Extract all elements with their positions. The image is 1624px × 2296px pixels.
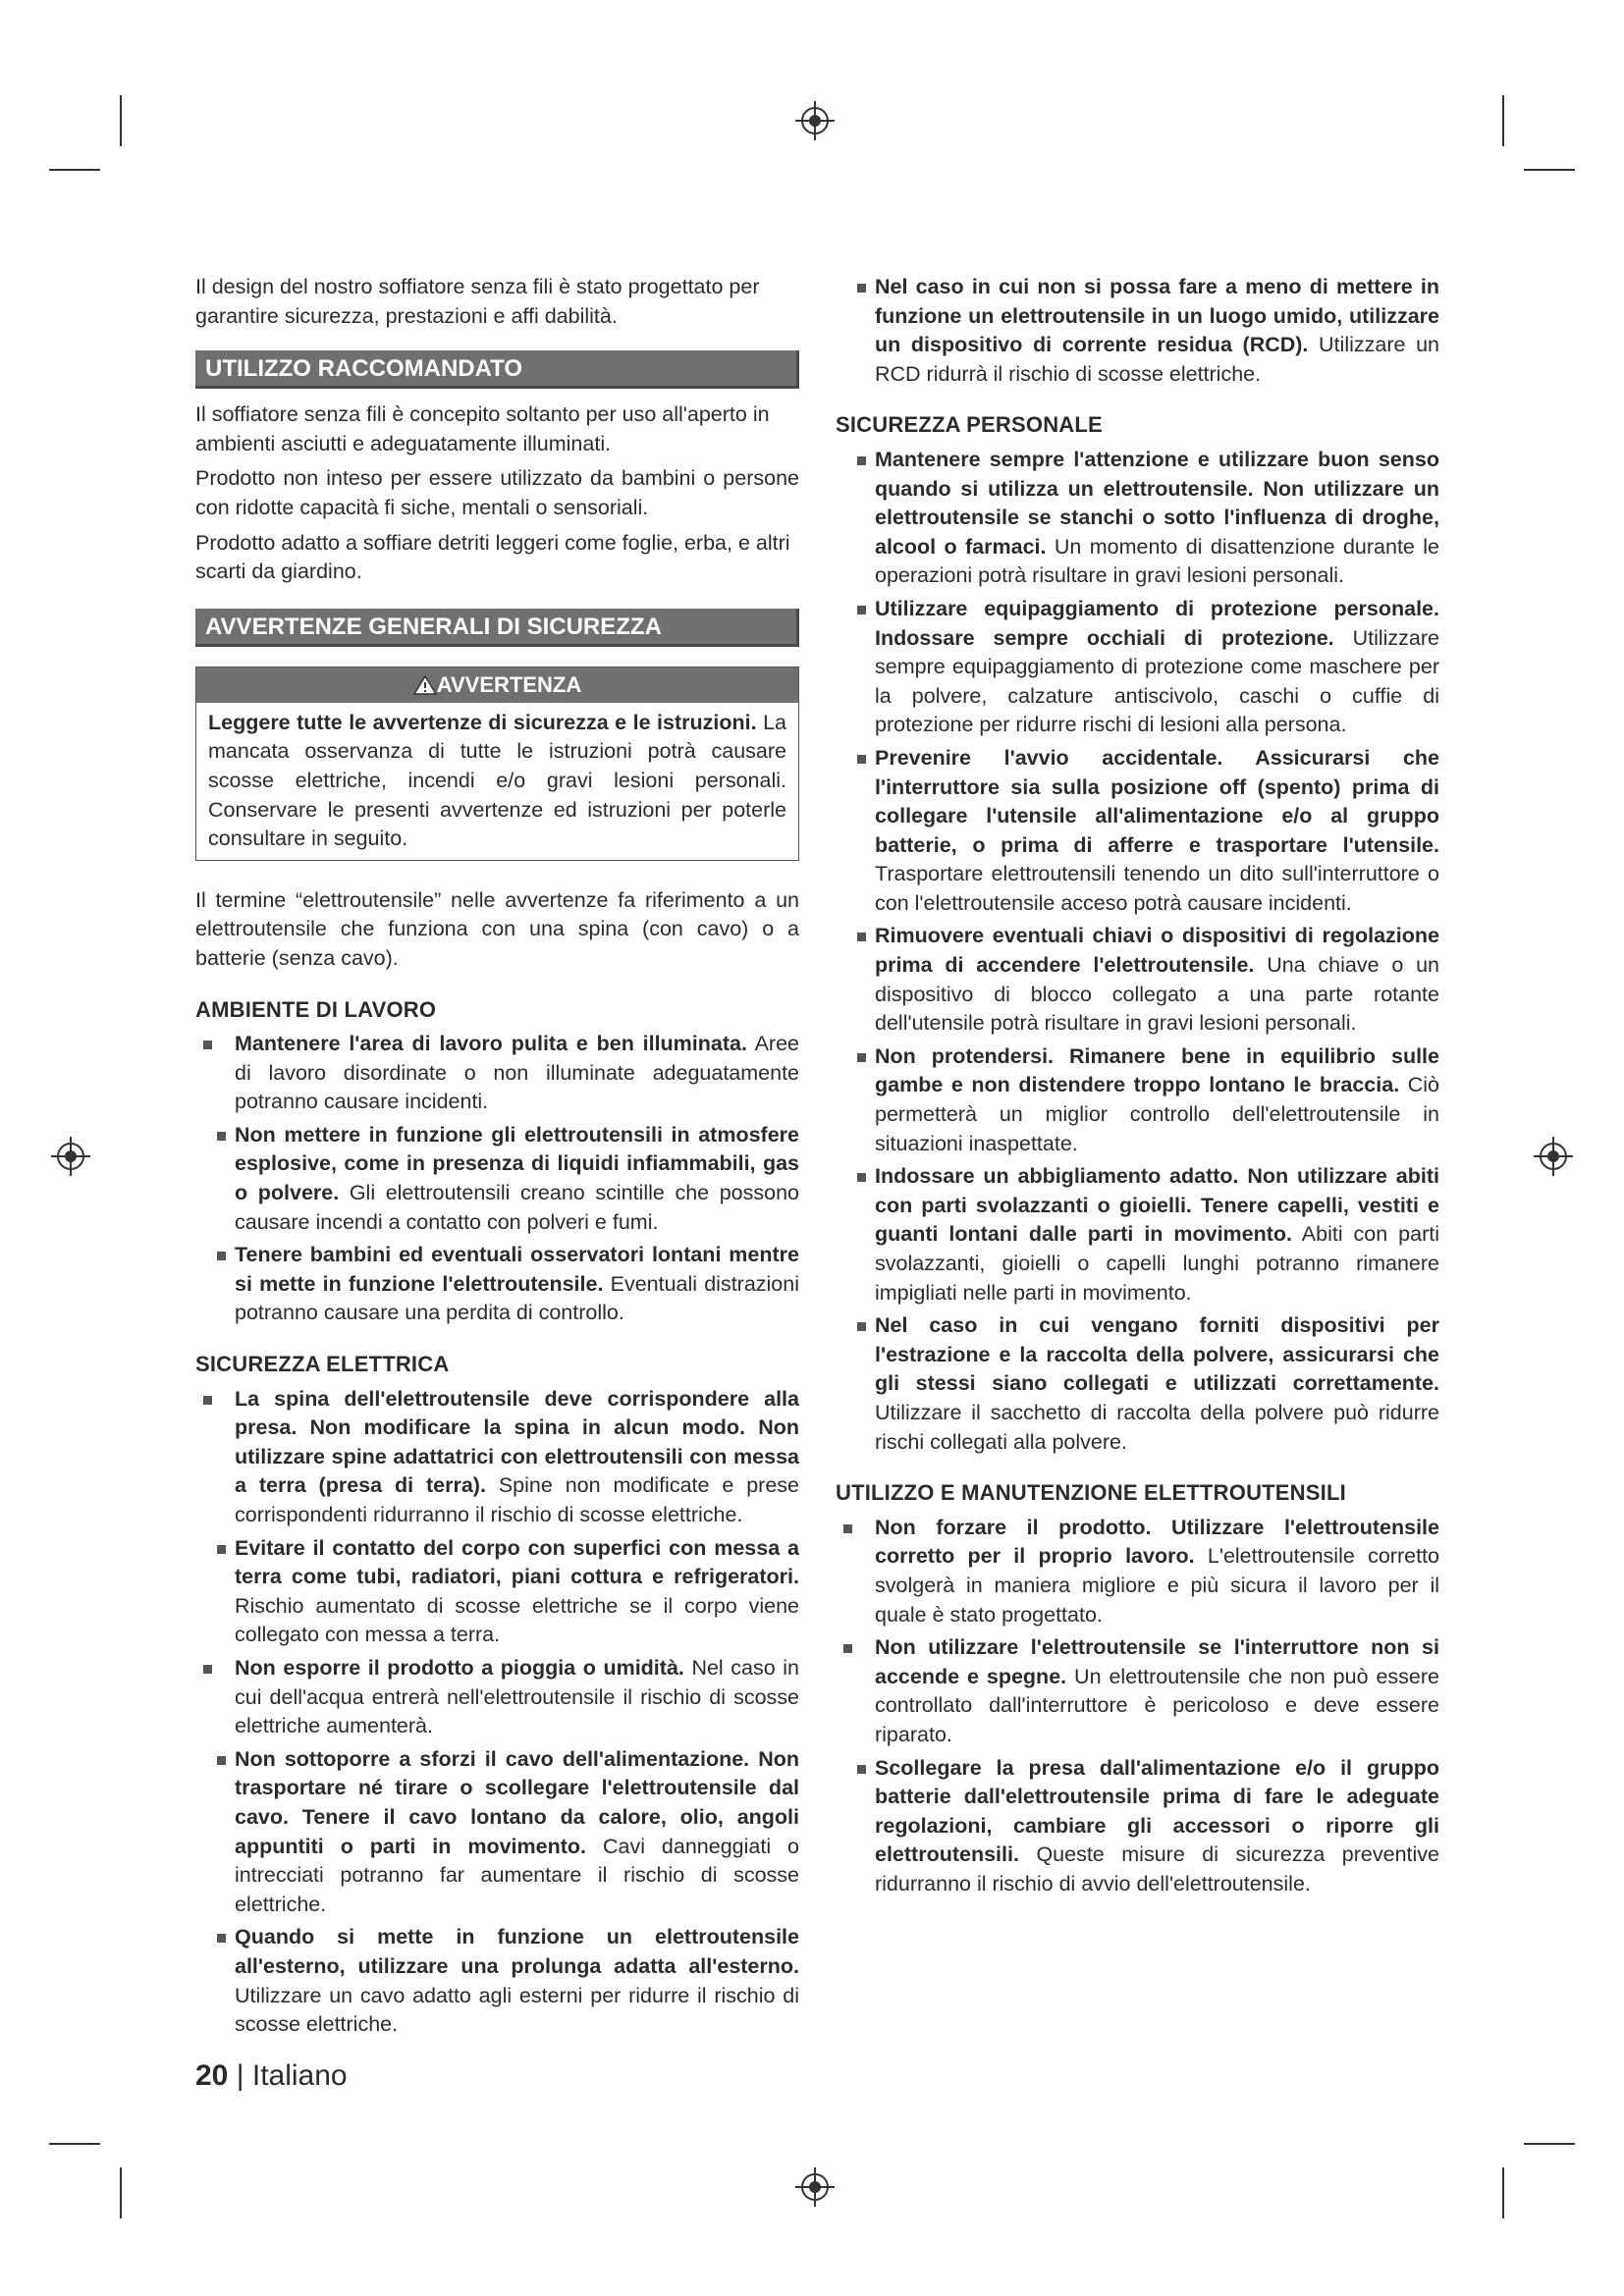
crop-mark — [1524, 2143, 1575, 2145]
item-text: Abiti con parti svolazzanti, gioielli o capelli lunghi potranno rimanere impigliati nelle parti in movimento. — [875, 1222, 1439, 1305]
subheading-electrical: SICUREZZA ELETTRICA — [195, 1352, 450, 1377]
item-lead: Non protendersi. Rimanere bene in equilibrio sulle gambe e non distendere troppo lontano le braccia. — [875, 1043, 1439, 1097]
item-text: Utilizzare sempre equipaggiamento di protezione come maschere per la polvere, calzature antiscivolo, caschi o cuffie di protezione per ridurre rischi di lesioni alla persona. — [875, 625, 1439, 737]
item-text: Cavi danneggiati o intrecciati potranno far aumentare il rischio di scosse elettriche. — [235, 1834, 799, 1916]
bullet-square-icon — [217, 1252, 226, 1260]
term-note: Il termine “elettroutensile” nelle avvertenze fa riferimento a un elettroutensile che funziona con una spina (con cavo) o a batterie (senza cavo). — [195, 887, 799, 970]
subheading-work-area: AMBIENTE DI LAVORO — [195, 996, 437, 1022]
item-lead: Mantenere sempre l'attenzione e utilizzare buon senso quando si utilizza un elettroutensile. Non utilizzare un elettroutensile se stanchi o sotto l'influenza di droghe, alcool o farmaci. — [875, 447, 1439, 559]
item-lead: Scollegare la presa dall'alimentazione e/o il gruppo batterie dall'elettroutensile prima di fare le adeguate regolazioni, cambiare gli accessori o riporre gli elettroutensili. — [875, 1755, 1439, 1867]
list-item — [195, 1241, 799, 1328]
item-text: Un momento di disattenzione durante le operazioni potrà risultare in gravi lesioni personali. — [875, 534, 1439, 588]
crop-mark — [1524, 169, 1575, 171]
item-text: Ciò permetterà un miglior controllo dell'elettroutensile in situazioni inaspettate. — [875, 1073, 1439, 1155]
item-text: Utilizzare il sacchetto di raccolta della polvere può ridurre rischi collegati alla polvere. — [875, 1400, 1439, 1454]
warning-lead: Leggere tutte le avvertenze di sicurezza e le istruzioni. — [208, 710, 757, 734]
item-lead: Evitare il contatto del corpo con superfici con messa a terra come tubi, radiatori, piani cottura e refrigeratori. — [235, 1535, 799, 1589]
list-item — [195, 1030, 799, 1117]
bullet-square-icon — [843, 1644, 852, 1653]
list-item — [195, 1923, 799, 2039]
subheading-use-care: UTILIZZO E MANUTENZIONE ELETTROUTENSILI — [836, 1480, 1346, 1506]
item-lead: Quando si mette in funzione un elettroutensile all'esterno, utilizzare una prolunga adatta all'esterno. — [235, 1925, 799, 1978]
item-text: Una chiave o un dispositivo di blocco collegato a una parte rotante dell'utensile potrà risultare in gravi lesioni personali. — [875, 953, 1440, 1036]
warning-title: AVVERTENZA — [436, 671, 582, 697]
bullet-square-icon — [857, 606, 866, 614]
warning-triangle-icon — [413, 675, 437, 695]
item-lead: Indossare un abbigliamento adatto. Non utilizzare abiti con parti svolazzanti o gioielli. Tenere capelli, vestiti e guanti lontani dalle parti in movimento. — [875, 1164, 1439, 1247]
item-text: Spine non modificate e prese corrispondenti ridurranno il rischio di scosse elettriche. — [235, 1473, 799, 1526]
item-lead: Nel caso in cui vengano forniti dispositivi per l'estrazione e la raccolta della polvere, assicurarsi che gli stessi siano collegati e utilizzati correttamente. — [875, 1313, 1439, 1396]
bullet-square-icon — [857, 1053, 866, 1062]
warning-text: La mancata osservanza di tutte le istruzioni potrà causare scosse elettriche, incendi e/o gravi lesioni personali. Conservare le presenti avvertenze ed istruzioni per poterle consultare in seguito. — [208, 710, 787, 851]
item-text: Queste misure di sicurezza preventive ridurranno il rischio di avvio dell'elettroutensile. — [875, 1842, 1439, 1896]
bullet-square-icon — [857, 933, 866, 941]
recommended-paragraph: Il soffiatore senza fili è concepito soltanto per uso all'aperto in ambienti asciutti e adeguatamente illuminati. — [195, 402, 770, 455]
section-title-general: AVVERTENZE GENERALI DI SICUREZZA — [195, 609, 799, 647]
item-lead: Prevenire l'avvio accidentale. Assicurarsi che l'interruttore sia sulla posizione off (spento) prima di collegare l'utensile all'alimentazione e/o al gruppo batterie, o prima di afferre e trasportare l'utensile. — [875, 745, 1439, 857]
item-text: L'elettroutensile corretto svolgerà in maniera migliore e più sicura il lavoro per il quale è stato progettato. — [875, 1544, 1439, 1627]
warning-header — [196, 667, 798, 703]
list-item — [836, 1042, 1439, 1158]
footer-language: Italiano — [251, 2059, 348, 2092]
item-lead: Utilizzare equipaggiamento di protezione personale. Indossare sempre occhiali di protezione. — [875, 596, 1439, 650]
item-lead: Non utilizzare l'elettroutensile se l'interruttore non si accende e spegne. — [875, 1635, 1439, 1688]
crop-mark — [1502, 95, 1504, 146]
list-item — [836, 1754, 1439, 1899]
bullet-square-icon — [857, 755, 866, 764]
item-text: Aree di lavoro disordinate o non illuminate adeguatamente potranno causare incidenti. — [235, 1032, 800, 1114]
registration-mark-icon — [795, 2167, 835, 2207]
bullet-square-icon — [857, 1322, 866, 1331]
recommended-paragraph: Prodotto non inteso per essere utilizzato da bambini o persone con ridotte capacità fi siche, mentali o sensoriali. — [195, 466, 799, 519]
right-column — [836, 273, 1439, 1902]
bullet-square-icon — [217, 1756, 226, 1765]
crop-mark — [120, 2167, 122, 2218]
item-text: Utilizzare un cavo adatto agli esterni per ridurre il rischio di scosse elettriche. — [235, 1983, 799, 2037]
list-item — [836, 273, 1439, 389]
item-text: Trasportare elettroutensili tenendo un dito sull'interruttore o con l'elettroutensile acceso potrà causare incidenti. — [875, 862, 1439, 915]
registration-mark-icon — [795, 101, 835, 140]
bullet-square-icon — [857, 1765, 866, 1774]
bullet-square-icon — [217, 1545, 226, 1554]
registration-mark-icon — [1534, 1137, 1573, 1176]
item-text: Nel caso in cui dell'acqua entrerà nell'elettroutensile il rischio di scosse elettriche aumenterà. — [235, 1655, 799, 1738]
list-item — [836, 922, 1439, 1038]
crop-mark — [120, 95, 122, 146]
list-item — [836, 1311, 1439, 1457]
item-lead: Non forzare il prodotto. Utilizzare l'elettroutensile corretto per il proprio lavoro. — [875, 1515, 1439, 1569]
item-text: Un elettroutensile che non può essere controllato dall'interruttore è pericoloso e deve essere riparato. — [875, 1664, 1440, 1746]
item-text: Gli elettroutensili creano scintille che possono causare incendi a contatto con polveri e fumi. — [235, 1181, 800, 1234]
list-item — [836, 446, 1439, 591]
recommended-paragraph: Prodotto adatto a soffiare detriti leggeri come foglie, erba, e altri scarti da giardino. — [195, 530, 790, 584]
warning-box — [195, 667, 799, 861]
page-number: 20 — [195, 2059, 229, 2092]
list-item — [836, 1514, 1439, 1629]
list-item — [195, 1745, 799, 1920]
section-title-recommended: UTILIZZO RACCOMANDATO — [195, 350, 799, 389]
item-lead: Rimuovere eventuali chiavi o dispositivi di regolazione prima di accendere l'elettroutensile. — [875, 924, 1439, 978]
crop-mark — [49, 2143, 100, 2145]
bullet-square-icon — [857, 284, 866, 293]
item-text: Utilizzare un RCD ridurrà il rischio di scosse elettriche. — [875, 333, 1440, 386]
subheading-personal: SICUREZZA PERSONALE — [836, 412, 1103, 438]
bullet-square-icon — [217, 1934, 226, 1943]
crop-mark — [1502, 2167, 1504, 2218]
list-item — [195, 1121, 799, 1237]
footer-separator: | — [236, 2059, 244, 2092]
intro-text: Il design del nostro soffiatore senza fili è stato progettato per garantire sicurezza, prestazioni e affi dabilità. — [195, 275, 760, 328]
bullet-square-icon — [857, 1173, 866, 1182]
item-lead: Mantenere l'area di lavoro pulita e ben illuminata. — [235, 1032, 747, 1056]
item-text: Eventuali distrazioni potranno causare una perdita di controllo. — [235, 1271, 800, 1325]
bullet-square-icon — [857, 456, 866, 465]
bullet-square-icon — [203, 1041, 212, 1049]
list-item — [836, 1633, 1439, 1749]
bullet-square-icon — [217, 1132, 226, 1141]
item-lead: La spina dell'elettroutensile deve corrispondere alla presa. Non modificare la spina in alcun modo. Non utilizzare spine adattatrici con elettroutensili con messa a terra (presa di terra). — [235, 1386, 799, 1498]
item-lead: Non esporre il prodotto a pioggia o umidità. — [235, 1655, 684, 1680]
list-item — [836, 744, 1439, 919]
bullet-square-icon — [203, 1396, 212, 1405]
bullet-square-icon — [843, 1524, 852, 1533]
left-column — [195, 273, 799, 2044]
crop-mark — [49, 169, 100, 171]
item-lead: Non sottoporre a sforzi il cavo dell'alimentazione. Non trasportare né tirare o scollegare l'elettroutensile dal cavo. Tenere il cavo lontano da calore, olio, angoli appuntiti o parti in movimento. — [235, 1746, 799, 1858]
bullet-square-icon — [203, 1665, 212, 1674]
list-item — [836, 595, 1439, 740]
item-lead: Non mettere in funzione gli elettroutensili in atmosfere esplosive, come in presenza di liquidi infiammabili, gas o polvere. — [235, 1122, 799, 1205]
page-footer — [195, 2059, 348, 2093]
list-item — [195, 1385, 799, 1530]
warning-body — [196, 703, 798, 860]
list-item — [836, 1162, 1439, 1308]
list-item — [195, 1534, 799, 1650]
item-text: Rischio aumentato di scosse elettriche se il corpo viene collegato con messa a terra. — [235, 1593, 799, 1647]
item-lead: Nel caso in cui non si possa fare a meno di mettere in funzione un elettroutensile in un luogo umido, utilizzare un dispositivo di corrente residua (RCD). — [875, 275, 1439, 357]
list-item — [195, 1654, 799, 1741]
registration-mark-icon — [51, 1137, 90, 1176]
item-lead: Tenere bambini ed eventuali osservatori lontani mentre si mette in funzione l'elettroutensile. — [235, 1243, 799, 1296]
